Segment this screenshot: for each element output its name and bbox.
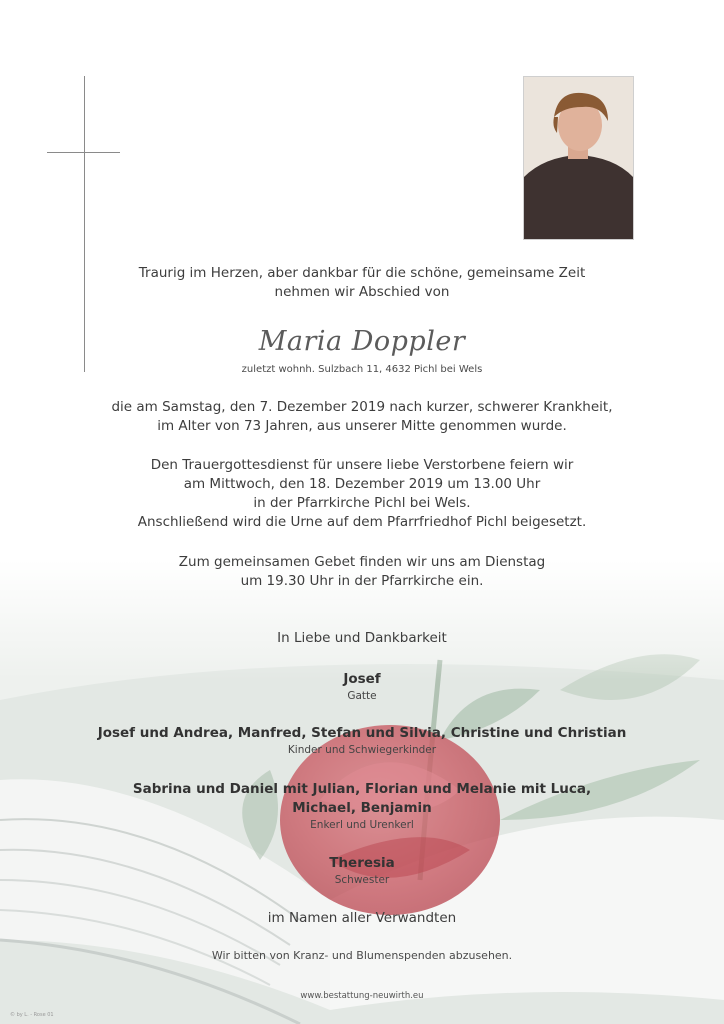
service-line: Anschließend wird die Urne auf dem Pfarrfriedhof Pichl beigesetzt.	[137, 514, 587, 530]
closing-intro: In Liebe und Dankbarkeit	[277, 630, 447, 646]
death-notice-line: im Alter von 73 Jahren, aus unserer Mitte genommen wurde.	[157, 418, 567, 434]
deceased-address: zuletzt wohnh. Sulzbach 11, 4632 Pichl bei Wels	[241, 364, 483, 375]
mourner-names: Josef	[343, 671, 381, 687]
portrait-photo	[523, 76, 634, 240]
mourner-group	[0, 854, 724, 887]
mourner-role: Schwester	[334, 874, 390, 886]
mourner-names: Sabrina und Daniel mit Julian, Florian und Melanie mit Luca,	[132, 781, 592, 797]
mourner-names: Josef und Andrea, Manfred, Stefan und Silvia, Christine und Christian	[97, 725, 627, 741]
mourner-role: Kinder und Schwiegerkinder	[287, 744, 437, 756]
intro-line: Traurig im Herzen, aber dankbar für die schöne, gemeinsame Zeit	[138, 265, 586, 281]
corner-code: © by L. - Rose 01	[10, 1012, 54, 1018]
mourner-names: Theresia	[329, 855, 395, 871]
donation-request: Wir bitten von Kranz- und Blumenspenden abzusehen.	[211, 949, 513, 962]
prayer-info	[0, 553, 724, 591]
mourner-group	[0, 724, 724, 757]
death-notice-line: die am Samstag, den 7. Dezember 2019 nach kurzer, schwerer Krankheit,	[111, 399, 613, 415]
mourner-role: Enkerl und Urenkerl	[310, 819, 414, 831]
intro-text	[0, 264, 724, 302]
mourner-group	[0, 670, 724, 703]
service-line: am Mittwoch, den 18. Dezember 2019 um 13.00 Uhr	[183, 476, 541, 492]
mourner-group	[0, 780, 724, 832]
mourner-role: Gatte	[347, 690, 377, 702]
relatives-line: im Namen aller Verwandten	[267, 910, 457, 926]
death-notice	[0, 398, 724, 436]
prayer-line: um 19.30 Uhr in der Pfarrkirche ein.	[240, 573, 484, 589]
footer-website: www.bestattung-neuwirth.eu	[300, 991, 424, 1001]
mourner-names: Michael, Benjamin	[292, 800, 432, 816]
deceased-name: Maria Doppler	[258, 326, 466, 357]
service-line: Den Trauergottesdienst für unsere liebe Verstorbene feiern wir	[150, 457, 574, 473]
intro-line: nehmen wir Abschied von	[274, 284, 450, 300]
prayer-line: Zum gemeinsamen Gebet finden wir uns am Dienstag	[178, 554, 546, 570]
service-line: in der Pfarrkirche Pichl bei Wels.	[253, 495, 471, 511]
cross-horizontal-bar	[47, 152, 120, 153]
service-info	[0, 456, 724, 532]
